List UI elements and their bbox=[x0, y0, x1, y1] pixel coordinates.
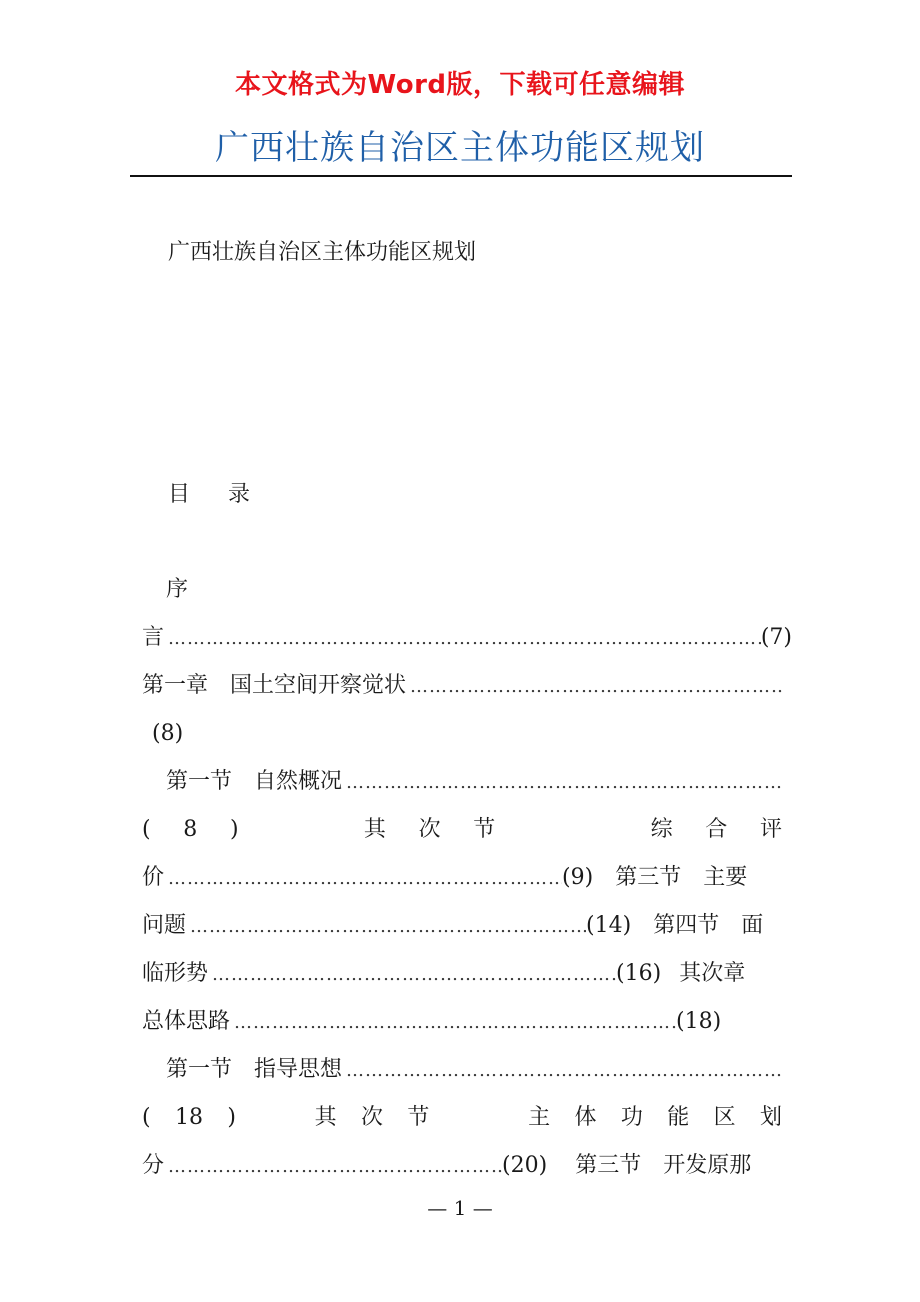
toc-token: 次 bbox=[418, 817, 441, 842]
toc-entry-label: 价 bbox=[142, 865, 165, 890]
leader-dots bbox=[186, 912, 586, 942]
toc-entry-section-2-1[interactable] bbox=[166, 1055, 782, 1086]
toc-entry-label: 第四节 面 bbox=[653, 913, 764, 938]
body-title: 广西壮族自治区主体功能区规划 bbox=[168, 240, 477, 265]
toc-token: ( bbox=[142, 1105, 151, 1130]
leader-dots bbox=[164, 1152, 502, 1182]
toc-page-number: (14) bbox=[586, 913, 632, 938]
toc-token: 节 bbox=[473, 817, 496, 842]
toc-token: 划 bbox=[759, 1105, 782, 1130]
toc-token: ( bbox=[142, 817, 151, 842]
toc-token: 合 bbox=[705, 817, 728, 842]
leader-dots bbox=[342, 768, 782, 798]
toc-entry-label: 其次章 bbox=[679, 961, 746, 986]
title-divider bbox=[130, 175, 792, 177]
leader-dots bbox=[164, 864, 562, 894]
toc-entry-label: 分 bbox=[142, 1153, 165, 1178]
toc-token: 次 bbox=[361, 1105, 384, 1130]
toc-entry-preface[interactable] bbox=[142, 623, 792, 654]
toc-token: 体 bbox=[574, 1105, 597, 1130]
toc-entry-section-1-2-wrapped[interactable] bbox=[142, 815, 782, 845]
toc-entry-label: 临形势 bbox=[142, 961, 209, 986]
toc-entry-section-1-3[interactable] bbox=[142, 911, 782, 942]
toc-token: 其 bbox=[363, 817, 386, 842]
toc-token: 区 bbox=[713, 1105, 736, 1130]
toc-token: 18 bbox=[174, 1105, 203, 1130]
toc-entry-section-1-2[interactable] bbox=[142, 863, 782, 894]
toc-entry-section-1-4[interactable] bbox=[142, 959, 782, 990]
leader-dots bbox=[208, 960, 616, 990]
toc-entry-section-1-1[interactable] bbox=[166, 767, 782, 798]
toc-entry-label: 第三节 主要 bbox=[615, 865, 748, 890]
toc-token: 主 bbox=[528, 1105, 551, 1130]
toc-token: 综 bbox=[650, 817, 673, 842]
toc-token: 功 bbox=[620, 1105, 643, 1130]
page-number: — 1 — bbox=[427, 1196, 493, 1220]
toc-entry-label: 问题 bbox=[142, 913, 187, 938]
toc-entry-label: 第一节 指导思想 bbox=[166, 1057, 343, 1082]
toc-page-number: (20) bbox=[502, 1153, 548, 1178]
toc-page-number: (7) bbox=[760, 625, 792, 650]
toc-entry-chapter-2[interactable] bbox=[142, 1007, 782, 1038]
leader-dots bbox=[342, 1056, 782, 1086]
toc-entry-section-2-2-wrapped[interactable] bbox=[142, 1103, 782, 1133]
toc-entry-label: 第三节 开发原那 bbox=[575, 1153, 752, 1178]
toc-entry-section-2-2[interactable] bbox=[142, 1151, 782, 1182]
toc-entry-label: 言 bbox=[142, 625, 165, 650]
toc-token: 节 bbox=[407, 1105, 430, 1130]
leader-dots bbox=[230, 1008, 676, 1038]
leader-dots bbox=[164, 624, 761, 654]
toc-token: ) bbox=[229, 817, 239, 842]
leader-dots bbox=[406, 672, 782, 702]
download-banner: 本文格式为Word版，下载可任意编辑 bbox=[234, 70, 686, 100]
toc-heading: 目 录 bbox=[168, 482, 259, 507]
toc-token: 8 bbox=[183, 817, 198, 842]
toc-page-number: (8) bbox=[152, 721, 184, 746]
toc-token: ) bbox=[227, 1105, 236, 1130]
toc-preface-char: 序 bbox=[166, 577, 189, 602]
document-title: 广西壮族自治区主体功能区规划 bbox=[215, 128, 705, 168]
toc-entry-label: 第一章 国土空间开察觉状 bbox=[142, 673, 407, 698]
toc-entry-chapter-1[interactable] bbox=[142, 671, 782, 702]
toc-page-number: (9) bbox=[562, 865, 594, 890]
toc-page-number: (18) bbox=[676, 1009, 722, 1034]
toc-entry-label: 总体思路 bbox=[142, 1009, 231, 1034]
toc-token: 评 bbox=[759, 817, 782, 842]
toc-entry-label: 第一节 自然概况 bbox=[166, 769, 343, 794]
toc-token: 能 bbox=[667, 1105, 690, 1130]
toc-page-number: (16) bbox=[616, 961, 662, 986]
toc-token: 其 bbox=[314, 1105, 337, 1130]
